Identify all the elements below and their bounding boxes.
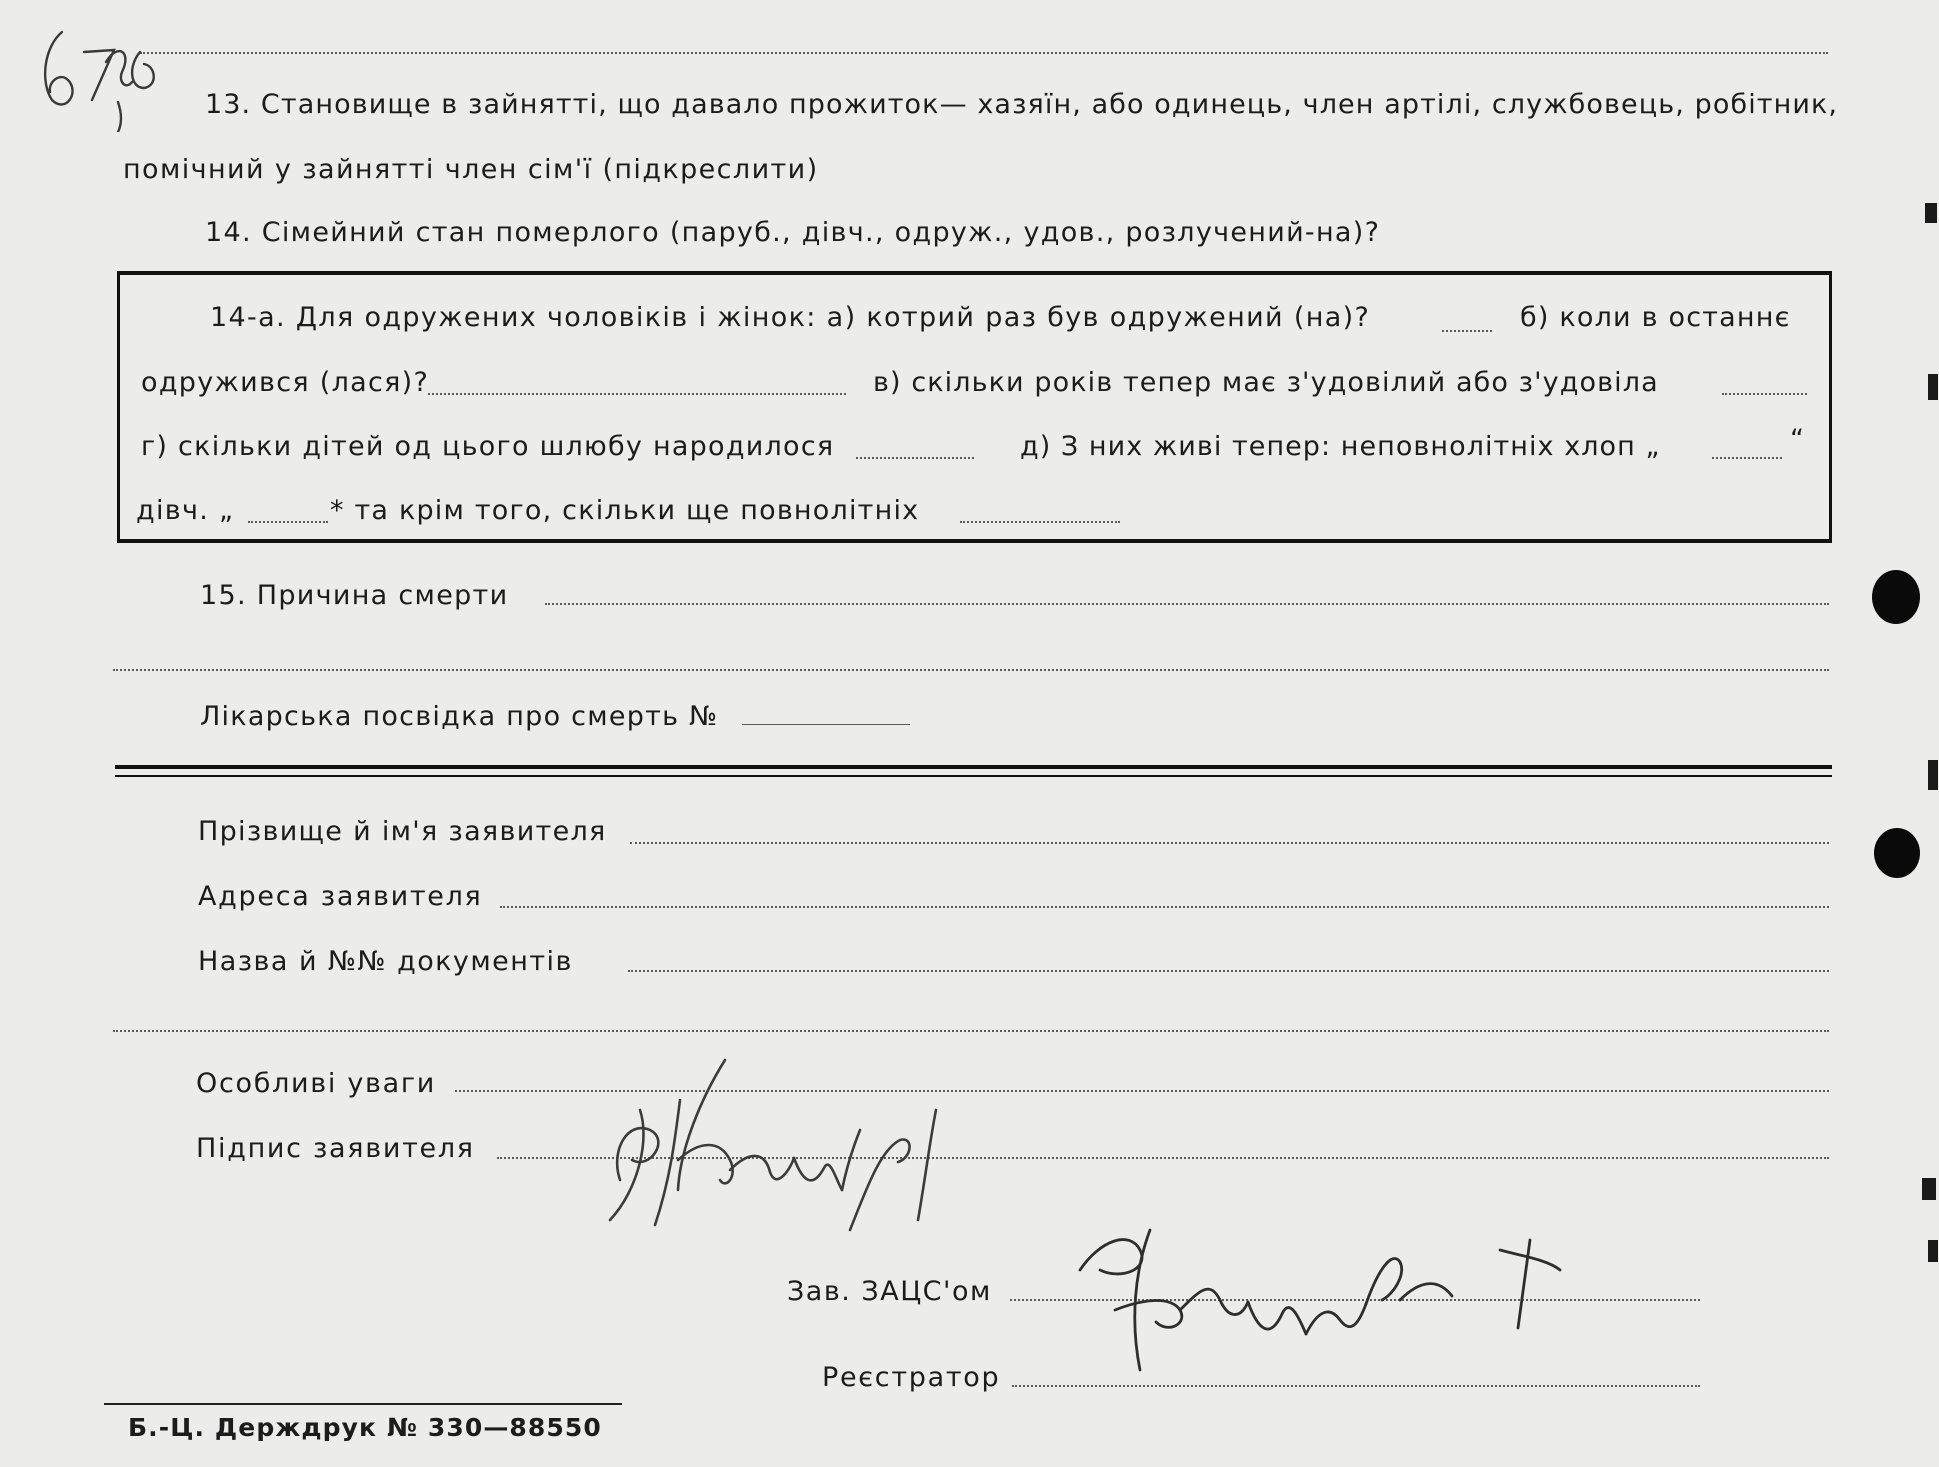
edge-mark-2 (1928, 374, 1938, 400)
applicant-signature-handwriting (580, 1040, 970, 1240)
q14a-line3-dots (856, 457, 974, 459)
q14a-line1-dots (1442, 330, 1492, 332)
q15-second-dots (113, 669, 1829, 671)
q14a-c-label: в) скільки років тепер має з'удовілий або з'удовіла (873, 367, 1659, 398)
q13-line2: помічний у зайнятті член сім'ї (підкреслити) (123, 154, 819, 185)
top-dotted-line (140, 52, 1828, 54)
q14-marital-status: 14. Сімейний стан померлого (паруб., дівч., одруж., удов., розлучений-на)? (205, 217, 1381, 248)
remarks-label: Особливі уваги (196, 1068, 437, 1099)
q15-dots (545, 603, 1829, 605)
q14a-line4-adults: * та крім того, скільки ще повнолітніх (330, 495, 920, 526)
applicant-signature-label: Підпис заявителя (196, 1133, 475, 1164)
edge-mark-4 (1922, 1178, 1936, 1200)
q14a-c-dots (1722, 393, 1807, 395)
q14a-d-close-quote: “ (1790, 424, 1806, 455)
applicant-address-label: Адреса заявителя (198, 881, 483, 912)
documents-dots (628, 970, 1829, 972)
head-zags-signature-handwriting (1060, 1210, 1580, 1380)
q14a-d-dots (1712, 457, 1782, 459)
q14a-line1: 14-а. Для одружених чоловіків і жінок: а) котрий раз був одружений (на)? (210, 302, 1371, 333)
documents-label: Назва й №№ документів (198, 946, 573, 977)
section-divider-thin (115, 775, 1832, 777)
printer-rule (104, 1403, 622, 1405)
section-divider (115, 765, 1832, 769)
q14a-line2: одружився (лася)? (141, 367, 430, 398)
registrar-dots (1012, 1385, 1700, 1387)
q14a-line3: г) скільки дітей од цього шлюбу народилося (141, 431, 835, 462)
q15-cause-of-death: 15. Причина смерти (200, 580, 509, 611)
medical-certificate-dots (742, 724, 910, 725)
applicant-name-label: Прізвище й ім'я заявителя (198, 816, 607, 847)
corner-handwritten-note (22, 22, 172, 132)
head-zags-label: Зав. ЗАЦС'ом (787, 1276, 992, 1307)
edge-mark-1 (1925, 203, 1937, 223)
medical-certificate: Лікарська посвідка про смерть № (200, 701, 719, 732)
q14a-line4-girls: дівч. „ (136, 495, 235, 526)
q14a-d-label: д) З них живі тепер: неповнолітніх хлоп „ (1020, 431, 1661, 462)
printer-imprint: Б.-Ц. Держдрук № 330—88550 (128, 1413, 602, 1442)
q14a-line4-girls-dots (248, 521, 328, 523)
q13-line1: 13. Становище в зайнятті, що давало прожиток— хазяїн, або одинець, член артілі, службовець, робітник, (205, 89, 1839, 120)
registrar-label: Реєстратор (822, 1362, 1001, 1393)
edge-mark-5 (1928, 1240, 1938, 1262)
q14a-b-label: б) коли в останнє (1520, 302, 1791, 333)
q14a-line4-adults-dots (960, 521, 1120, 523)
applicant-name-dots (630, 842, 1829, 844)
binder-hole-upper (1872, 570, 1920, 624)
edge-mark-3 (1928, 760, 1938, 790)
documents-second-dots (113, 1030, 1829, 1032)
applicant-address-dots (500, 906, 1829, 908)
binder-hole-lower (1874, 828, 1920, 878)
q14a-line2-dots (428, 393, 846, 395)
